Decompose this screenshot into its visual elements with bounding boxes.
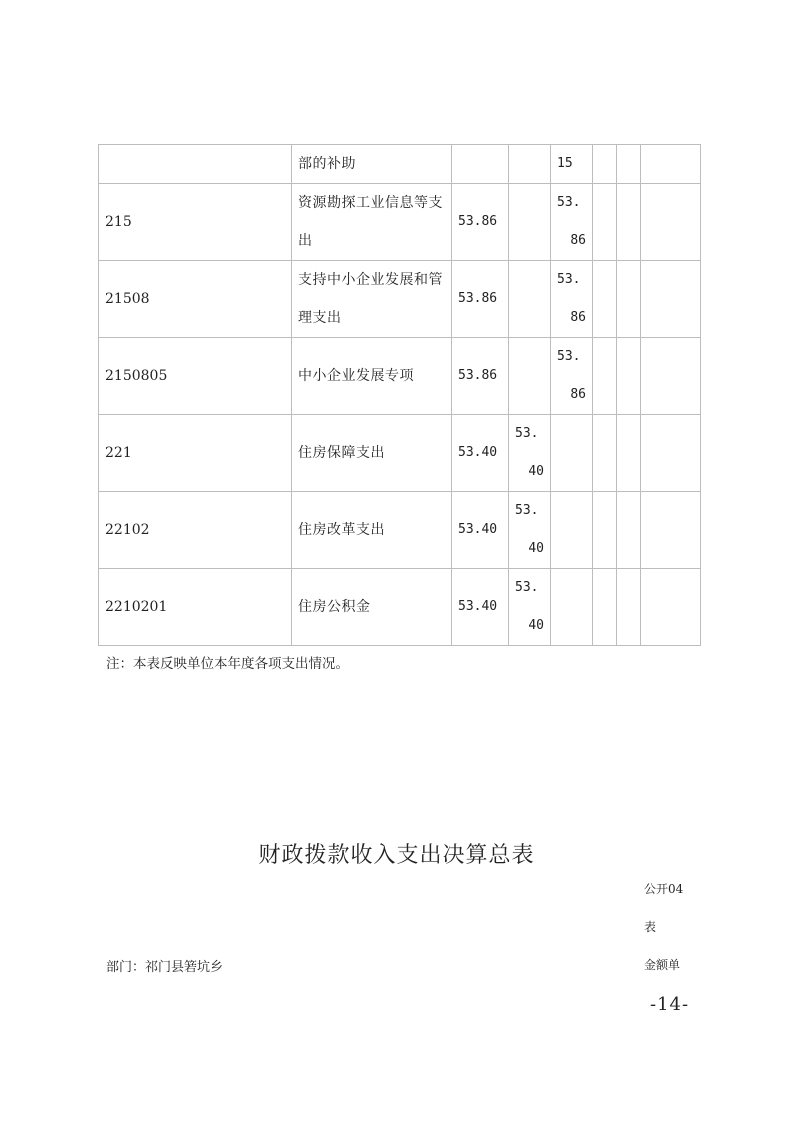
row-code-cell: 221 bbox=[99, 415, 292, 492]
expense-table-body bbox=[99, 145, 701, 646]
row-code-cell bbox=[99, 145, 292, 184]
row-empty-cell bbox=[641, 261, 701, 338]
value-part: 86 bbox=[570, 310, 586, 325]
row-basic-cell bbox=[509, 184, 551, 261]
row-empty-cell bbox=[593, 338, 617, 415]
row-empty-cell bbox=[617, 415, 641, 492]
row-basic-cell bbox=[509, 338, 551, 415]
amount-unit-label: 金额单 bbox=[644, 958, 681, 972]
row-total-cell: 53.40 bbox=[452, 569, 509, 646]
row-basic-cell bbox=[509, 415, 551, 492]
row-name-cell: 住房公积金 bbox=[292, 569, 452, 646]
row-empty-cell bbox=[641, 338, 701, 415]
table-note: 注：本表反映单位本年度各项支出情况。 bbox=[106, 656, 349, 672]
row-empty-cell bbox=[593, 261, 617, 338]
row-project-cell bbox=[551, 338, 593, 415]
row-empty-cell bbox=[641, 184, 701, 261]
row-total-cell bbox=[452, 145, 509, 184]
row-empty-cell bbox=[617, 338, 641, 415]
row-empty-cell bbox=[617, 145, 641, 184]
row-name-cell: 住房改革支出 bbox=[292, 492, 452, 569]
row-project-cell bbox=[551, 415, 593, 492]
row-empty-cell bbox=[593, 569, 617, 646]
row-total-cell: 53.86 bbox=[452, 338, 509, 415]
row-empty-cell bbox=[641, 569, 701, 646]
page-number: -14- bbox=[650, 994, 690, 1015]
table-row bbox=[99, 145, 701, 184]
row-name-cell: 资源勘探工业信息等支出 bbox=[292, 184, 452, 261]
value-part: 40 bbox=[528, 541, 544, 556]
value-part: 53. bbox=[557, 349, 581, 364]
table-row bbox=[99, 184, 701, 261]
row-empty-cell bbox=[593, 145, 617, 184]
expense-table bbox=[98, 144, 701, 646]
row-code-cell: 215 bbox=[99, 184, 292, 261]
table-row bbox=[99, 338, 701, 415]
row-basic-cell bbox=[509, 492, 551, 569]
row-code-cell: 22102 bbox=[99, 492, 292, 569]
row-empty-cell bbox=[617, 184, 641, 261]
table-row bbox=[99, 569, 701, 646]
value-part: 53. bbox=[515, 426, 539, 441]
value-part: 40 bbox=[528, 618, 544, 633]
department-label: 部门：祁门县箬坑乡 bbox=[106, 960, 224, 975]
value-part: 86 bbox=[570, 233, 586, 248]
row-empty-cell bbox=[617, 492, 641, 569]
row-empty-cell bbox=[617, 261, 641, 338]
row-empty-cell bbox=[617, 569, 641, 646]
row-project-cell bbox=[551, 261, 593, 338]
value-part: 53. bbox=[515, 580, 539, 595]
row-code-cell: 21508 bbox=[99, 261, 292, 338]
row-total-cell: 53.40 bbox=[452, 492, 509, 569]
row-project-cell bbox=[551, 184, 593, 261]
row-basic-cell bbox=[509, 145, 551, 184]
row-total-cell: 53.86 bbox=[452, 184, 509, 261]
row-empty-cell bbox=[641, 415, 701, 492]
row-name-cell: 中小企业发展专项 bbox=[292, 338, 452, 415]
row-empty-cell bbox=[593, 415, 617, 492]
row-total-cell: 53.40 bbox=[452, 415, 509, 492]
value-part: 86 bbox=[570, 387, 586, 402]
value-part: 53. bbox=[557, 195, 581, 210]
row-basic-cell bbox=[509, 261, 551, 338]
row-code-cell: 2210201 bbox=[99, 569, 292, 646]
value-part: 53. bbox=[515, 503, 539, 518]
table-code-suffix: 表 bbox=[644, 920, 657, 934]
row-empty-cell bbox=[593, 492, 617, 569]
row-basic-cell bbox=[509, 569, 551, 646]
table-row bbox=[99, 261, 701, 338]
table-row bbox=[99, 492, 701, 569]
row-empty-cell bbox=[641, 492, 701, 569]
table-row bbox=[99, 415, 701, 492]
value-part: 53. bbox=[557, 272, 581, 287]
row-empty-cell bbox=[593, 184, 617, 261]
row-project-cell bbox=[551, 569, 593, 646]
row-project-cell bbox=[551, 492, 593, 569]
row-total-cell: 53.86 bbox=[452, 261, 509, 338]
next-table-title: 财政拨款收入支出决算总表 bbox=[258, 843, 535, 868]
row-name-cell: 部的补助 bbox=[292, 145, 452, 184]
row-name-cell: 支持中小企业发展和管理支出 bbox=[292, 261, 452, 338]
value-part: 40 bbox=[528, 464, 544, 479]
row-code-cell: 2150805 bbox=[99, 338, 292, 415]
row-name-cell: 住房保障支出 bbox=[292, 415, 452, 492]
row-empty-cell bbox=[641, 145, 701, 184]
table-code: 公开04 bbox=[644, 882, 684, 896]
row-project-cell: 15 bbox=[551, 145, 593, 184]
